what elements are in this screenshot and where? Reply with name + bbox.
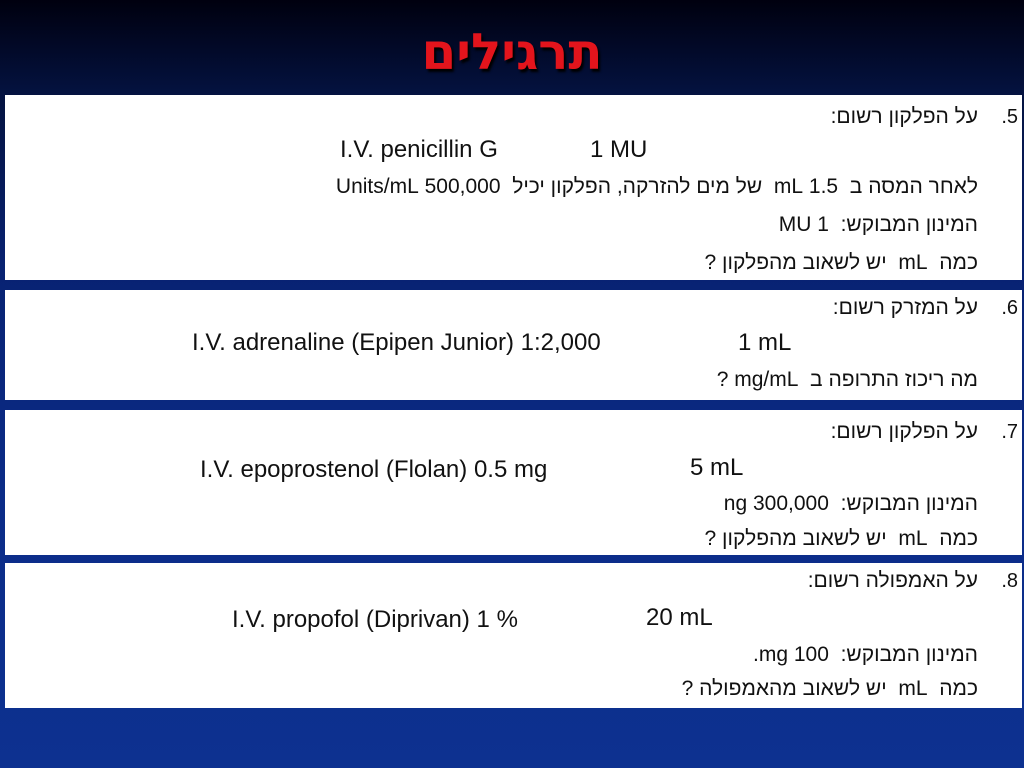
exercise-panel-7	[5, 410, 1022, 555]
exercise-line: לאחר המסה ב 1.5 mL של מים להזרקה, הפלקון יכיל 500,000 Units/mL	[335, 175, 978, 198]
exercise-line: המינון המבוקש: 1 MU	[778, 213, 978, 236]
exercise-question: כמה mL יש לשאוב מהאמפולה ?	[681, 677, 978, 700]
exercise-line: המינון המבוקש: 300,000 ng	[723, 492, 978, 515]
exercise-question: כמה mL יש לשאוב מהפלקון ?	[704, 527, 978, 550]
exercise-panel-6	[5, 290, 1022, 400]
drug-label: I.V. penicillin G	[340, 136, 498, 163]
exercise-number: .5	[1001, 106, 1018, 128]
exercise-number: .7	[1001, 421, 1018, 443]
drug-label: I.V. adrenaline (Epipen Junior) 1:2,000	[192, 329, 601, 356]
slide-title: תרגילים	[421, 23, 603, 81]
drug-amount: 20 mL	[646, 604, 713, 631]
drug-amount: 1 MU	[590, 136, 648, 163]
exercise-line: המינון המבוקש: 100 mg.	[752, 643, 978, 666]
exercise-heading: על הפלקון רשום:	[830, 420, 978, 443]
drug-label: I.V. epoprostenol (Flolan) 0.5 mg	[200, 456, 548, 483]
exercise-question: מה ריכוז התרופה ב mg/mL ?	[716, 368, 978, 391]
exercise-heading: על האמפולה רשום:	[807, 569, 978, 592]
exercise-number: .8	[1001, 570, 1018, 592]
drug-label: I.V. propofol (Diprivan) 1 %	[232, 606, 518, 633]
drug-amount: 5 mL	[690, 454, 744, 481]
drug-amount: 1 mL	[738, 329, 792, 356]
exercise-question: כמה mL יש לשאוב מהפלקון ?	[704, 251, 978, 274]
exercise-number: .6	[1001, 297, 1018, 319]
exercise-heading: על המזרק רשום:	[832, 296, 978, 319]
exercise-panel-5	[5, 95, 1022, 280]
exercise-panel-8	[5, 563, 1022, 708]
exercise-heading: על הפלקון רשום:	[830, 105, 978, 128]
